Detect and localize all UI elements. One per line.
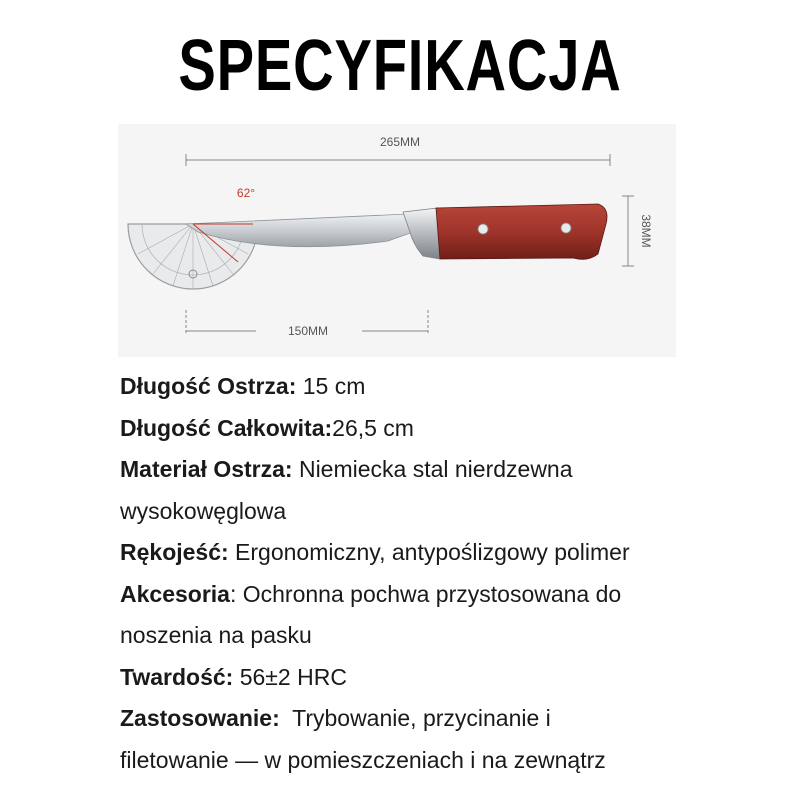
spec-application-cont — [120, 740, 790, 782]
spec-value: Niemiecka stal nierdzewna — [292, 456, 573, 482]
knife-diagram — [118, 124, 676, 357]
spec-label: Akcesoria — [120, 580, 230, 607]
spec-label: Materiał Ostrza: — [120, 456, 293, 482]
spec-value: 15 cm — [296, 373, 366, 399]
spec-value: Ergonomiczny, antypoślizgowy polimer — [228, 539, 630, 565]
spec-handle — [120, 532, 790, 574]
spec-value: Trybowanie, przycinanie i — [279, 705, 551, 731]
height-label: 38MM — [639, 214, 653, 248]
knife-dimension-figure — [118, 124, 676, 357]
spec-value: wysokowęglowa — [120, 497, 287, 524]
spec-blade-length — [120, 366, 790, 408]
spec-value: 56±2 HRC — [233, 663, 347, 690]
spec-label: Twardość: — [120, 663, 234, 690]
spec-value: filetowanie — w pomieszczeniach i na zewnątrz — [120, 746, 606, 773]
spec-label: Rękojeść: — [120, 539, 229, 565]
handle-rivet — [561, 223, 571, 233]
height-dimension — [622, 196, 653, 266]
spec-value: 26,5 cm — [332, 414, 414, 441]
page-title: SPECYFIKACJA — [178, 26, 622, 106]
blade-length-dimension — [186, 310, 428, 338]
spec-value: noszenia na pasku — [120, 622, 312, 648]
total-length-dimension — [186, 135, 610, 166]
spec-blade-material — [120, 449, 790, 491]
total-length-label: 265MM — [379, 135, 421, 149]
spec-label: Długość Ostrza: — [120, 373, 297, 399]
spec-accessories — [120, 574, 790, 616]
knife-handle — [436, 204, 607, 259]
blade-length-label: 150MM — [287, 324, 329, 338]
spec-accessories-cont — [120, 615, 790, 657]
specification-list — [120, 366, 790, 781]
spec-label: Zastosowanie: — [120, 705, 280, 731]
handle-rivet — [478, 224, 488, 234]
spec-hardness — [120, 657, 790, 699]
spec-value: : Ochronna pochwa przystosowana do — [229, 580, 622, 607]
spec-application — [120, 698, 790, 740]
spec-total-length — [120, 408, 790, 450]
angle-label: 62° — [236, 186, 256, 200]
spec-label: Długość Całkowita: — [120, 414, 333, 441]
spec-blade-material-cont — [120, 491, 790, 533]
